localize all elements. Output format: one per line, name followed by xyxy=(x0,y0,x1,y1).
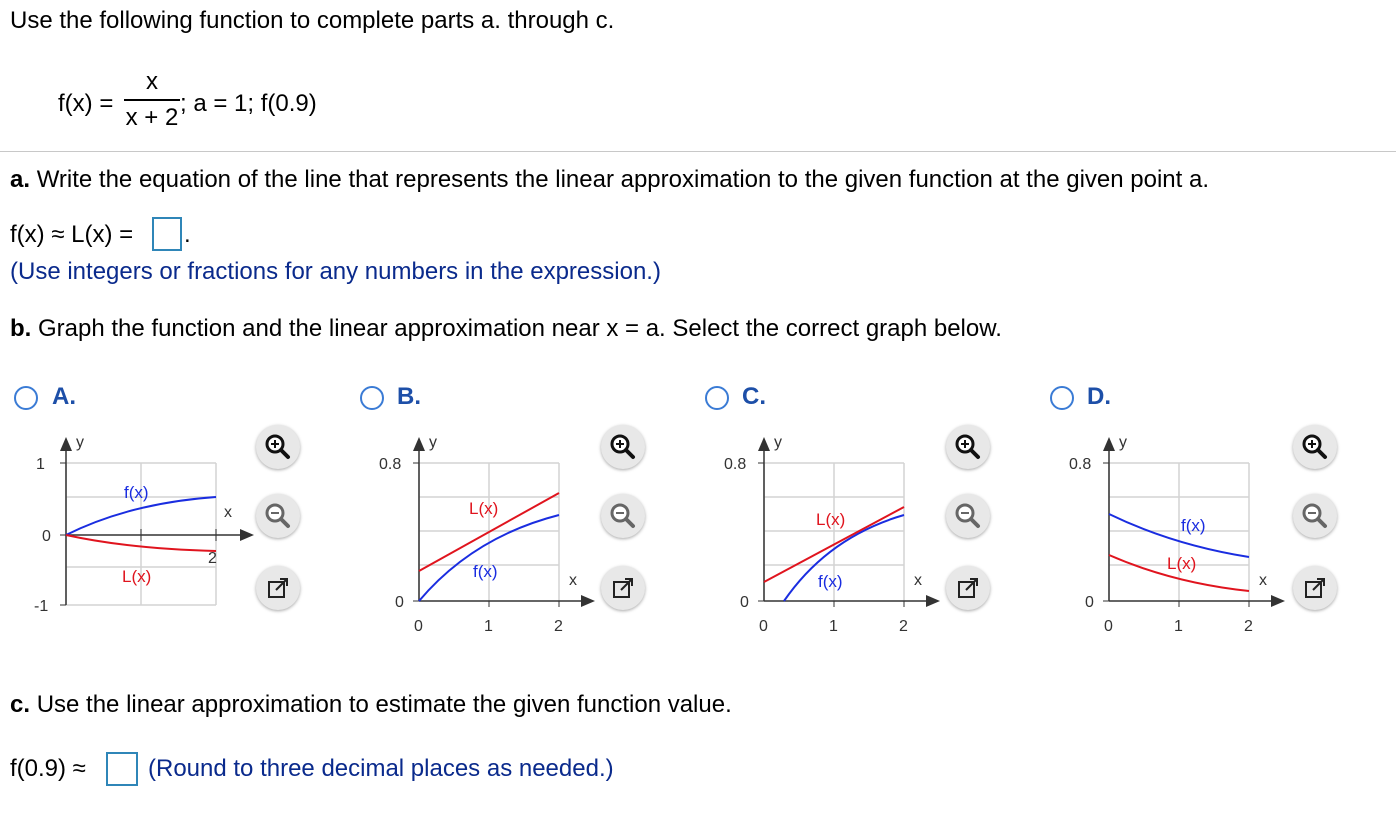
graph-b-ytick-top: 0.8 xyxy=(379,456,402,473)
graph-d-zoom-out-button[interactable] xyxy=(1293,494,1337,538)
graph-d-x-label: x xyxy=(1259,572,1267,589)
part-c-hint: (Round to three decimal places as needed.) xyxy=(148,755,614,782)
graph-a-ytick-bot: -1 xyxy=(34,598,49,615)
part-a-equation-prefix: f(x) ≈ L(x) = xyxy=(10,221,134,248)
graph-d-xtick-2: 2 xyxy=(1244,618,1253,635)
graph-a-ytick-mid: 0 xyxy=(42,528,51,545)
function-lhs: f(x) = xyxy=(58,90,114,117)
option-b-radio[interactable] xyxy=(360,386,384,410)
option-b-label[interactable]: B. xyxy=(397,383,421,410)
graph-a-y-label: y xyxy=(76,434,84,451)
graph-c xyxy=(718,425,1078,655)
fraction-bar xyxy=(124,99,180,101)
graph-b-zoom-out-button[interactable] xyxy=(601,494,645,538)
zoom-out-icon xyxy=(256,494,300,538)
option-c-label[interactable]: C. xyxy=(742,383,766,410)
graph-a-zoom-out-button[interactable] xyxy=(256,494,300,538)
graph-a-zoom-in-button[interactable] xyxy=(256,425,300,469)
graph-b-x-label: x xyxy=(569,572,577,589)
zoom-in-icon xyxy=(946,425,990,469)
graph-a-f-label: f(x) xyxy=(124,483,149,502)
zoom-in-icon xyxy=(1293,425,1337,469)
graph-c-y-label: y xyxy=(774,434,782,451)
option-c-radio[interactable] xyxy=(705,386,729,410)
graph-b xyxy=(373,425,733,655)
graph-c-xtick-1: 1 xyxy=(829,618,838,635)
zoom-out-icon xyxy=(1293,494,1337,538)
zoom-out-icon xyxy=(946,494,990,538)
graph-a xyxy=(20,425,380,655)
intro-text: Use the following function to complete parts a. through c. xyxy=(10,7,615,34)
expand-icon xyxy=(1293,566,1337,610)
graph-a-ytick-top: 1 xyxy=(36,456,45,473)
option-a-label[interactable]: A. xyxy=(52,383,76,410)
graph-c-f-label: f(x) xyxy=(818,572,843,591)
graph-c-ytick-top: 0.8 xyxy=(724,456,747,473)
graph-a-l-label: L(x) xyxy=(122,567,152,586)
graph-d-ytick-bot: 0 xyxy=(1085,594,1094,611)
zoom-in-icon xyxy=(256,425,300,469)
expand-icon xyxy=(946,566,990,610)
expand-icon xyxy=(256,566,300,610)
graph-d-y-label: y xyxy=(1119,434,1127,451)
answer-input-c[interactable] xyxy=(106,752,138,786)
graph-c-x-label: x xyxy=(914,572,922,589)
graph-d xyxy=(1063,425,1396,655)
part-c-equation-prefix: f(0.9) ≈ xyxy=(10,755,86,782)
option-d-label[interactable]: D. xyxy=(1087,383,1111,410)
part-a-prompt: a. Write the equation of the line that represents the linear approximation to the given function at the given point a. xyxy=(10,166,1209,193)
graph-b-f-label: f(x) xyxy=(473,562,498,581)
graph-b-xtick-2: 2 xyxy=(554,618,563,635)
zoom-in-icon xyxy=(601,425,645,469)
graph-b-expand-button[interactable] xyxy=(601,566,645,610)
graph-b-zoom-in-button[interactable] xyxy=(601,425,645,469)
graph-d-xtick-0: 0 xyxy=(1104,618,1113,635)
part-a-equation-suffix: . xyxy=(184,221,191,248)
graph-c-zoom-out-button[interactable] xyxy=(946,494,990,538)
function-rest: ; a = 1; f(0.9) xyxy=(180,90,317,117)
part-a-hint: (Use integers or fractions for any numbers in the expression.) xyxy=(10,258,661,285)
function-numerator: x xyxy=(146,68,158,95)
graph-d-xtick-1: 1 xyxy=(1174,618,1183,635)
divider xyxy=(0,151,1396,152)
expand-icon xyxy=(601,566,645,610)
part-b-prompt: b. Graph the function and the linear approximation near x = a. Select the correct graph below. xyxy=(10,315,1002,342)
part-c-prompt: c. Use the linear approximation to estimate the given function value. xyxy=(10,691,732,718)
graph-c-ytick-bot: 0 xyxy=(740,594,749,611)
graph-c-l-label: L(x) xyxy=(816,510,846,529)
graph-b-ytick-bot: 0 xyxy=(395,594,404,611)
graph-a-expand-button[interactable] xyxy=(256,566,300,610)
option-a-radio[interactable] xyxy=(14,386,38,410)
graph-d-expand-button[interactable] xyxy=(1293,566,1337,610)
graph-b-xtick-0: 0 xyxy=(414,618,423,635)
graph-c-zoom-in-button[interactable] xyxy=(946,425,990,469)
graph-a-x-label: x xyxy=(224,504,232,521)
answer-input-a[interactable] xyxy=(152,217,182,251)
graph-d-f-label: f(x) xyxy=(1181,516,1206,535)
graph-d-l-label: L(x) xyxy=(1167,554,1197,573)
graph-b-xtick-1: 1 xyxy=(484,618,493,635)
graph-b-y-label: y xyxy=(429,434,437,451)
graph-d-ytick-top: 0.8 xyxy=(1069,456,1092,473)
graph-c-expand-button[interactable] xyxy=(946,566,990,610)
option-d-radio[interactable] xyxy=(1050,386,1074,410)
graph-d-zoom-in-button[interactable] xyxy=(1293,425,1337,469)
graph-a-xtick-2: 2 xyxy=(208,550,217,567)
function-denominator: x + 2 xyxy=(125,104,179,131)
graph-b-l-label: L(x) xyxy=(469,499,499,518)
graph-c-xtick-2: 2 xyxy=(899,618,908,635)
graph-c-xtick-0: 0 xyxy=(759,618,768,635)
zoom-out-icon xyxy=(601,494,645,538)
